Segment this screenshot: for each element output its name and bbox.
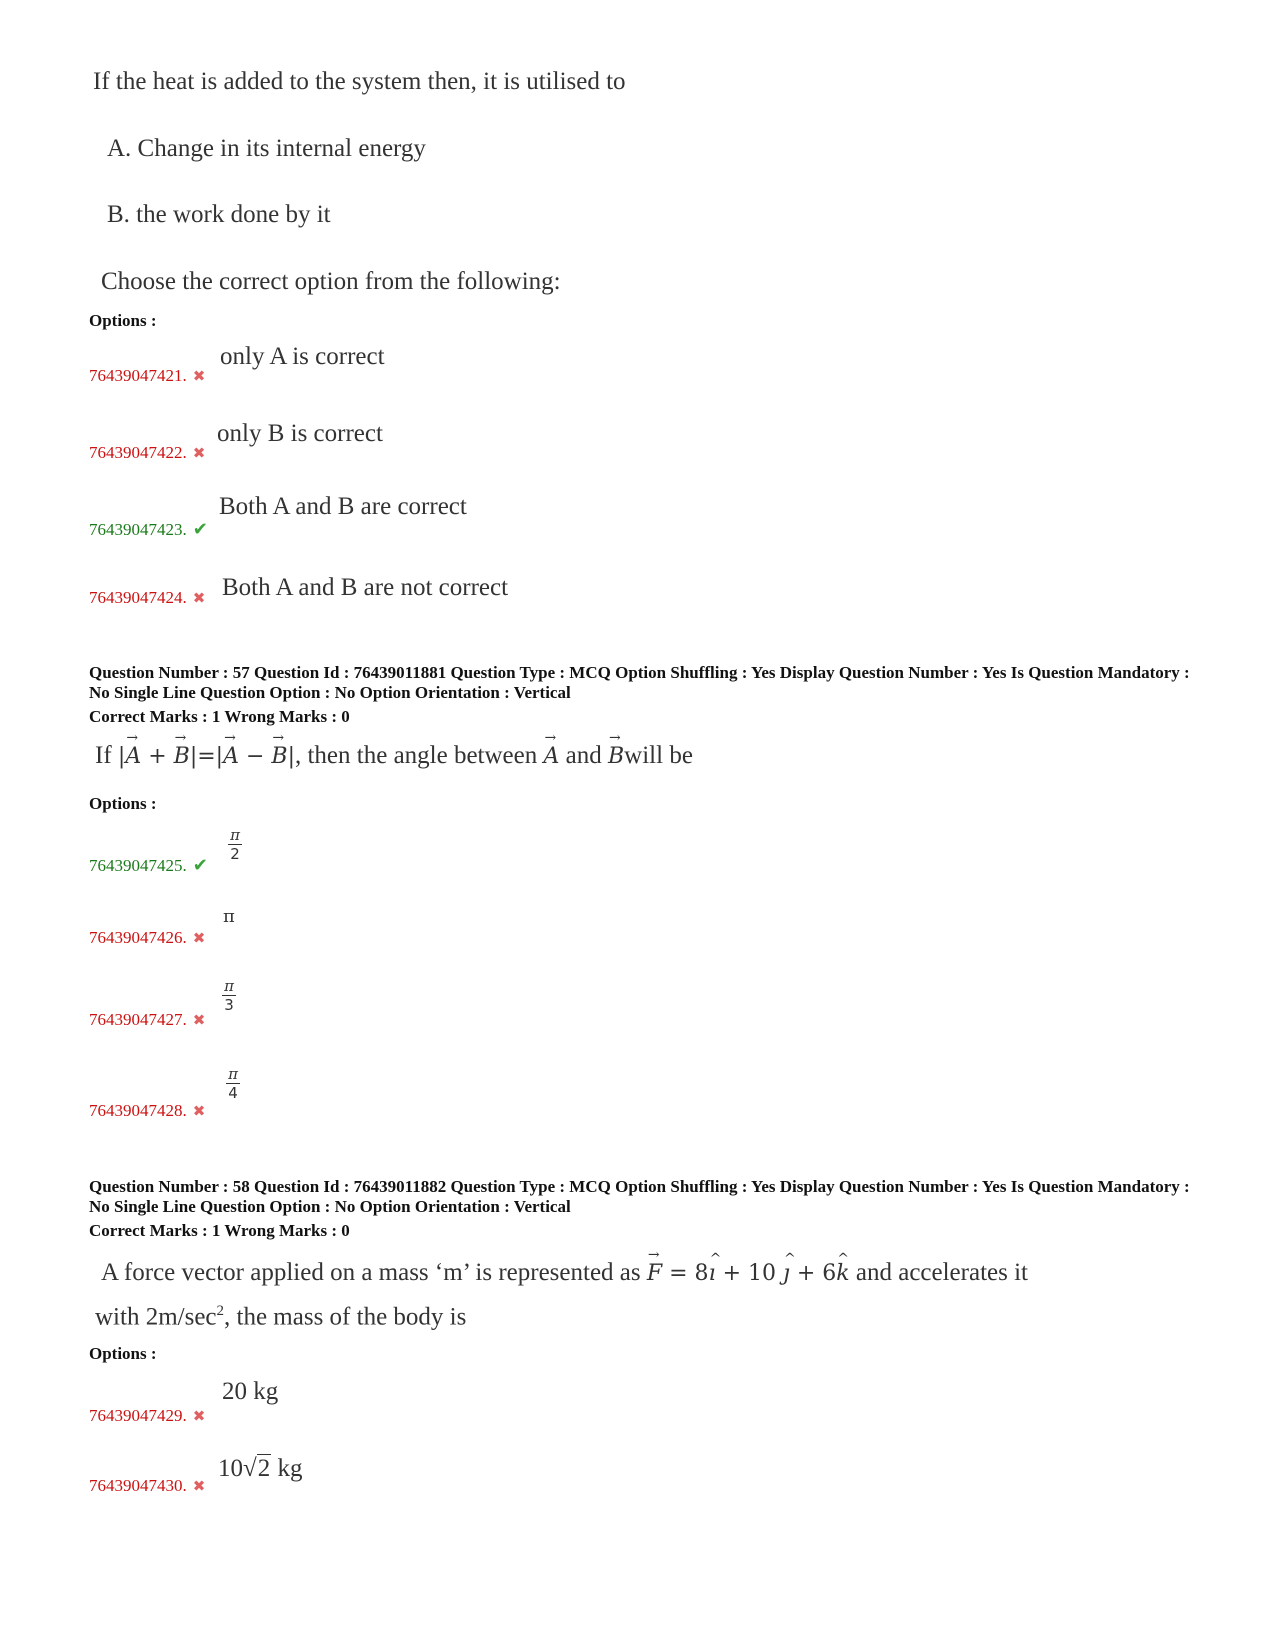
option-id: 76439047428. xyxy=(89,1101,187,1120)
q58-text-line1-suffix: and accelerates it xyxy=(855,1259,1028,1286)
wrong-mark-icon: ✖ xyxy=(192,369,206,385)
q58-option-2-unit: kg xyxy=(277,1455,303,1482)
q58-option-2-radicand: 2 xyxy=(257,1455,271,1482)
q57-meta: Question Number : 57 Question Id : 76439011881 Question Type : MCQ Option Shuffling : Yes Display Question Number : Yes Is Question Mandatory : No Single Line Question Option : No Option Orientation : Vertical xyxy=(89,663,1190,702)
wrong-mark-icon: ✖ xyxy=(192,446,206,462)
option-id: 76439047423. xyxy=(89,520,187,539)
q57-marks: Correct Marks : 1 Wrong Marks : 0 xyxy=(89,707,350,726)
q57-option-1-fraction: π 2 xyxy=(228,827,242,862)
q57-question-text xyxy=(95,742,693,770)
q56-option-3-text: Both A and B are correct xyxy=(219,493,467,520)
q58-meta: Question Number : 58 Question Id : 76439011882 Question Type : MCQ Option Shuffling : Yes Display Question Number : Yes Is Question Mandatory : No Single Line Question Option : No Option Orientation : Vertical xyxy=(89,1177,1190,1216)
q56-option-1-text: only A is correct xyxy=(220,343,385,370)
q57-text-prefix: If xyxy=(95,742,112,769)
wrong-mark-icon: ✖ xyxy=(192,1479,206,1495)
q57-options-label: Options : xyxy=(89,794,157,813)
wrong-mark-icon: ✖ xyxy=(192,591,206,607)
q58-option-1-text: 20 kg xyxy=(222,1378,279,1405)
wrong-mark-icon: ✖ xyxy=(192,1013,206,1029)
q57-option-3-fraction: π 3 xyxy=(222,978,236,1013)
q58-text-line2-suffix: , the mass of the body is xyxy=(224,1303,467,1331)
q58-question-line1 xyxy=(101,1259,1028,1287)
option-id: 76439047425. xyxy=(89,856,187,875)
wrong-mark-icon: ✖ xyxy=(192,931,206,947)
q58-option-2[interactable] xyxy=(89,1476,205,1496)
q58-text-line2-prefix: with 2m/sec xyxy=(95,1303,217,1331)
q56-option-4-text: Both A and B are not correct xyxy=(222,574,509,601)
q58-text-line2-sup: 2 xyxy=(216,1303,225,1319)
q56-option-2[interactable] xyxy=(89,443,205,463)
q57-option-4-fraction: π 4 xyxy=(226,1066,240,1101)
q58-option-2-coef: 10 xyxy=(218,1455,243,1482)
option-id: 76439047422. xyxy=(89,443,187,462)
q58-option-2-text xyxy=(218,1455,302,1483)
q58-force-equation: → F = 8^ ı + 10 ^ ȷ + 6^ k xyxy=(647,1261,850,1286)
vector-b: → B xyxy=(608,744,624,769)
sqrt-symbol: √2 xyxy=(243,1455,271,1482)
option-id: 76439047429. xyxy=(89,1406,187,1425)
q58-option-1[interactable] xyxy=(89,1406,205,1426)
wrong-mark-icon: ✖ xyxy=(192,1104,206,1120)
vector-a: → A xyxy=(544,744,560,769)
option-id: 76439047430. xyxy=(89,1476,187,1495)
q56-option-4[interactable] xyxy=(89,588,205,608)
q56-statement-a: A. Change in its internal energy xyxy=(107,135,426,162)
q57-option-4[interactable] xyxy=(89,1101,205,1121)
q58-options-label: Options : xyxy=(89,1344,157,1363)
q56-instruction: Choose the correct option from the following: xyxy=(101,268,561,295)
q57-equation: |→ A + → B|=|→ A − → B| xyxy=(118,744,295,769)
q56-question-text: If the heat is added to the system then, it is utilised to xyxy=(93,68,626,95)
option-id: 76439047424. xyxy=(89,588,187,607)
q57-text-suffix: will be xyxy=(624,742,693,769)
q56-option-1[interactable] xyxy=(89,366,205,386)
q57-option-2[interactable] xyxy=(89,928,205,948)
q57-option-1[interactable] xyxy=(89,855,208,876)
q56-statement-b: B. the work done by it xyxy=(107,201,331,228)
option-id: 76439047427. xyxy=(89,1010,187,1029)
correct-check-icon: ✔ xyxy=(192,855,208,875)
q56-options-label: Options : xyxy=(89,311,157,330)
q56-option-2-text: only B is correct xyxy=(217,420,383,447)
q58-marks: Correct Marks : 1 Wrong Marks : 0 xyxy=(89,1221,350,1240)
q58-text-line1-prefix: A force vector applied on a mass ‘m’ is represented as xyxy=(101,1259,641,1286)
q57-option-3[interactable] xyxy=(89,1010,205,1030)
wrong-mark-icon: ✖ xyxy=(192,1409,206,1425)
q58-question-line2 xyxy=(95,1303,466,1331)
correct-check-icon: ✔ xyxy=(192,519,208,539)
q56-option-3[interactable] xyxy=(89,519,208,540)
option-id: 76439047421. xyxy=(89,366,187,385)
q57-option-2-value: π xyxy=(223,906,235,927)
q57-text-middle: , then the angle between xyxy=(294,742,538,769)
option-id: 76439047426. xyxy=(89,928,187,947)
q57-text-and: and xyxy=(565,742,602,769)
